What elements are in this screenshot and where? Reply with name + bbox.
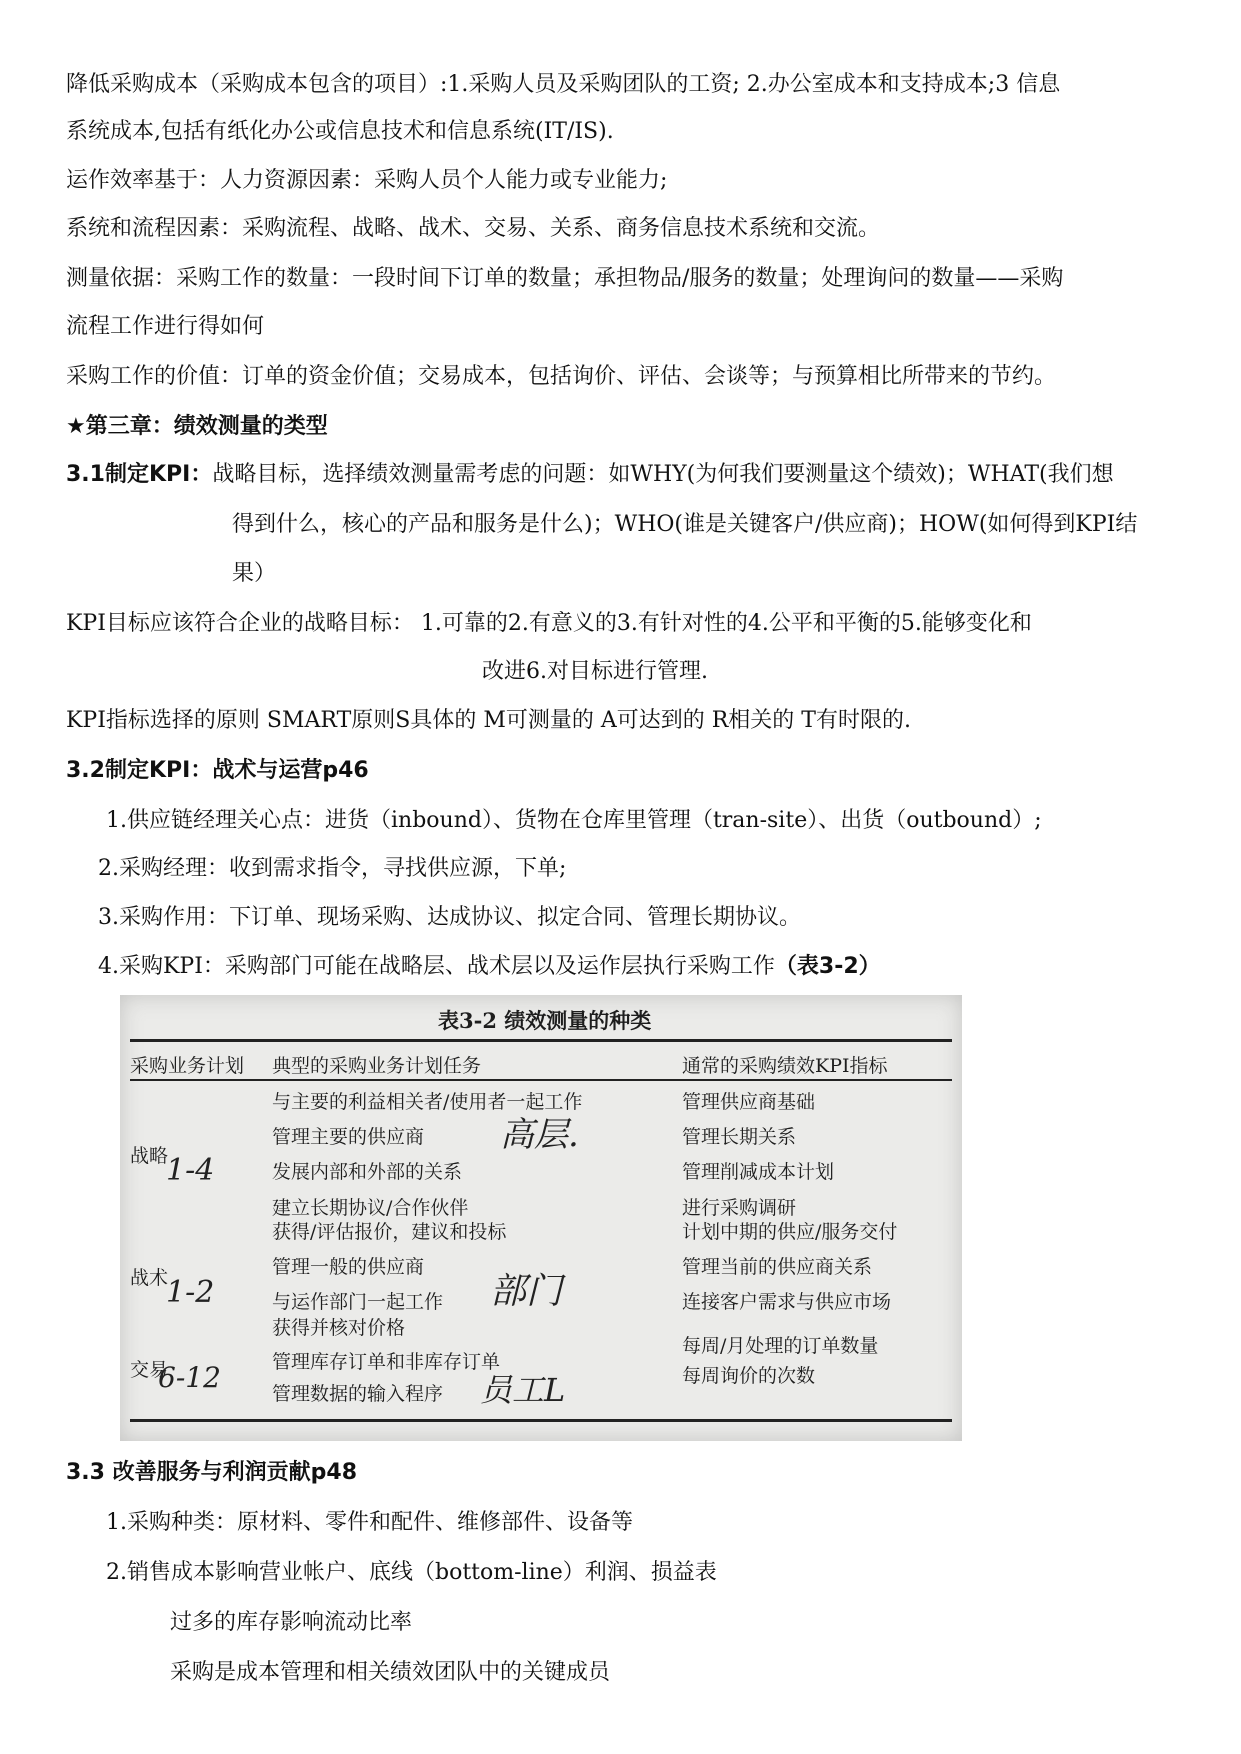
- group-transaction: 交易: [130, 1359, 169, 1381]
- task-row: 发展内部和外部的关系: [272, 1161, 463, 1183]
- section-3-2-item-4-text: 4.采购KPI：采购部门可能在战略层、战术层以及运作层执行采购工作: [98, 954, 775, 979]
- kpi-row: 每周/月处理的订单数量: [682, 1335, 879, 1357]
- scanned-table-image: [120, 995, 962, 1441]
- section-3-2-heading: 3.2制定KPI：战术与运营p46: [66, 758, 369, 783]
- kpi-row: 进行采购调研: [682, 1197, 797, 1219]
- handwritten-range-transaction: 6-12: [158, 1361, 221, 1394]
- section-3-1-line: [66, 460, 1114, 490]
- section-3-1-label: 3.1制定KPI：: [66, 462, 213, 487]
- chapter-heading: ★第三章：绩效测量的类型: [66, 414, 328, 439]
- paragraph-measure-basis: 测量依据：采购工作的数量：一段时间下订单的数量；承担物品/服务的数量；处理询问的数量——采购: [66, 266, 1064, 291]
- group-strategic: 战略: [130, 1145, 169, 1167]
- table-header-rule: [130, 1079, 952, 1081]
- kpi-row: 管理长期关系: [682, 1126, 797, 1148]
- handwritten-note-staff: 员工L: [480, 1371, 566, 1409]
- section-3-1-text-cont: 得到什么，核心的产品和服务是什么)；WHO(谁是关键客户/供应商)；HOW(如何得到KPI结: [232, 512, 1138, 537]
- table-header-tasks: 典型的采购业务计划任务: [272, 1055, 482, 1077]
- table-header-kpi: 通常的采购绩效KPI指标: [682, 1055, 888, 1077]
- task-row: 建立长期协议/合作伙伴: [272, 1197, 469, 1219]
- kpi-row: 管理供应商基础: [682, 1091, 816, 1113]
- handwritten-range-strategic: 1-4: [166, 1153, 215, 1188]
- kpi-row: 计划中期的供应/服务交付: [682, 1221, 898, 1243]
- section-3-3-item-1: 1.采购种类：原材料、零件和配件、维修部件、设备等: [106, 1510, 633, 1535]
- kpi-row: 管理当前的供应商关系: [682, 1256, 873, 1278]
- section-3-2-item-3: 3.采购作用：下订单、现场采购、达成协议、拟定合同、管理长期协议。: [98, 905, 801, 930]
- table-header-plan: 采购业务计划: [130, 1055, 245, 1077]
- task-row: 获得并核对价格: [272, 1317, 406, 1339]
- table-reference: （表3-2）: [774, 954, 881, 979]
- paragraph-cost-items-cont: 系统成本,包括有纸化办公或信息技术和信息系统(IT/IS).: [66, 119, 614, 144]
- table-bottom-rule: [130, 1419, 952, 1422]
- handwritten-range-tactical: 1-2: [166, 1275, 215, 1310]
- section-3-3-heading: 3.3 改善服务与利润贡献p48: [66, 1460, 357, 1485]
- task-row: 管理一般的供应商: [272, 1256, 425, 1278]
- task-row: 管理主要的供应商: [272, 1126, 425, 1148]
- kpi-goal-line: KPI目标应该符合企业的战略目标： 1.可靠的2.有意义的3.有针对性的4.公平和平衡的5.能够变化和: [66, 611, 1032, 636]
- paragraph-system-factors: 系统和流程因素：采购流程、战略、战术、交易、关系、商务信息技术系统和交流。: [66, 216, 881, 241]
- table-top-rule: [130, 1039, 952, 1042]
- kpi-goal-line-cont: 改进6.对目标进行管理.: [482, 659, 708, 684]
- group-tactical: 战术: [130, 1267, 169, 1289]
- section-3-3-item-2: 2.销售成本影响营业帐户、底线（bottom-line）利润、损益表: [106, 1560, 717, 1585]
- task-row: 获得/评估报价，建议和投标: [272, 1221, 507, 1243]
- table-title: 表3-2 绩效测量的种类: [438, 1008, 652, 1033]
- task-row: 与主要的利益相关者/使用者一起工作: [272, 1091, 583, 1113]
- section-3-3-note-2: 采购是成本管理和相关绩效团队中的关键成员: [170, 1660, 611, 1685]
- section-3-2-item-1: 1.供应链经理关心点：进货（inbound）、货物在仓库里管理（tran-site）、出货（outbound）;: [106, 808, 1042, 833]
- section-3-2-item-2: 2.采购经理：收到需求指令，寻找供应源，下单;: [98, 856, 567, 881]
- kpi-row: 每周询价的次数: [682, 1365, 816, 1387]
- section-3-3-note-1: 过多的库存影响流动比率: [170, 1610, 413, 1635]
- section-3-2-item-4: [98, 952, 881, 982]
- paragraph-cost-items: 降低采购成本（采购成本包含的项目）:1.采购人员及采购团队的工资; 2.办公室成本和支持成本;3 信息: [66, 72, 1061, 97]
- kpi-row: 管理削减成本计划: [682, 1161, 835, 1183]
- kpi-row: 连接客户需求与供应市场: [682, 1291, 892, 1313]
- handwritten-note-department: 部门: [490, 1271, 563, 1312]
- section-3-1-text: 战略目标，选择绩效测量需考虑的问题：如WHY(为何我们要测量这个绩效)；WHAT(我们想: [212, 462, 1114, 487]
- task-row: 管理数据的输入程序: [272, 1383, 444, 1405]
- paragraph-measure-basis-cont: 流程工作进行得如何: [66, 314, 265, 339]
- task-row: 与运作部门一起工作: [272, 1291, 444, 1313]
- paragraph-efficiency: 运作效率基于：人力资源因素：采购人员个人能力或专业能力;: [66, 168, 668, 193]
- task-row: 管理库存订单和非库存订单: [272, 1351, 501, 1373]
- section-3-1-text-end: 果）: [232, 561, 277, 586]
- paragraph-value: 采购工作的价值：订单的资金价值；交易成本，包括询价、评估、会谈等；与预算相比所带来的节约。: [66, 364, 1057, 389]
- handwritten-note-senior: 高层.: [500, 1115, 579, 1155]
- kpi-smart-line: KPI指标选择的原则 SMART原则S具体的 M可测量的 A可达到的 R相关的 T有时限的.: [66, 708, 911, 733]
